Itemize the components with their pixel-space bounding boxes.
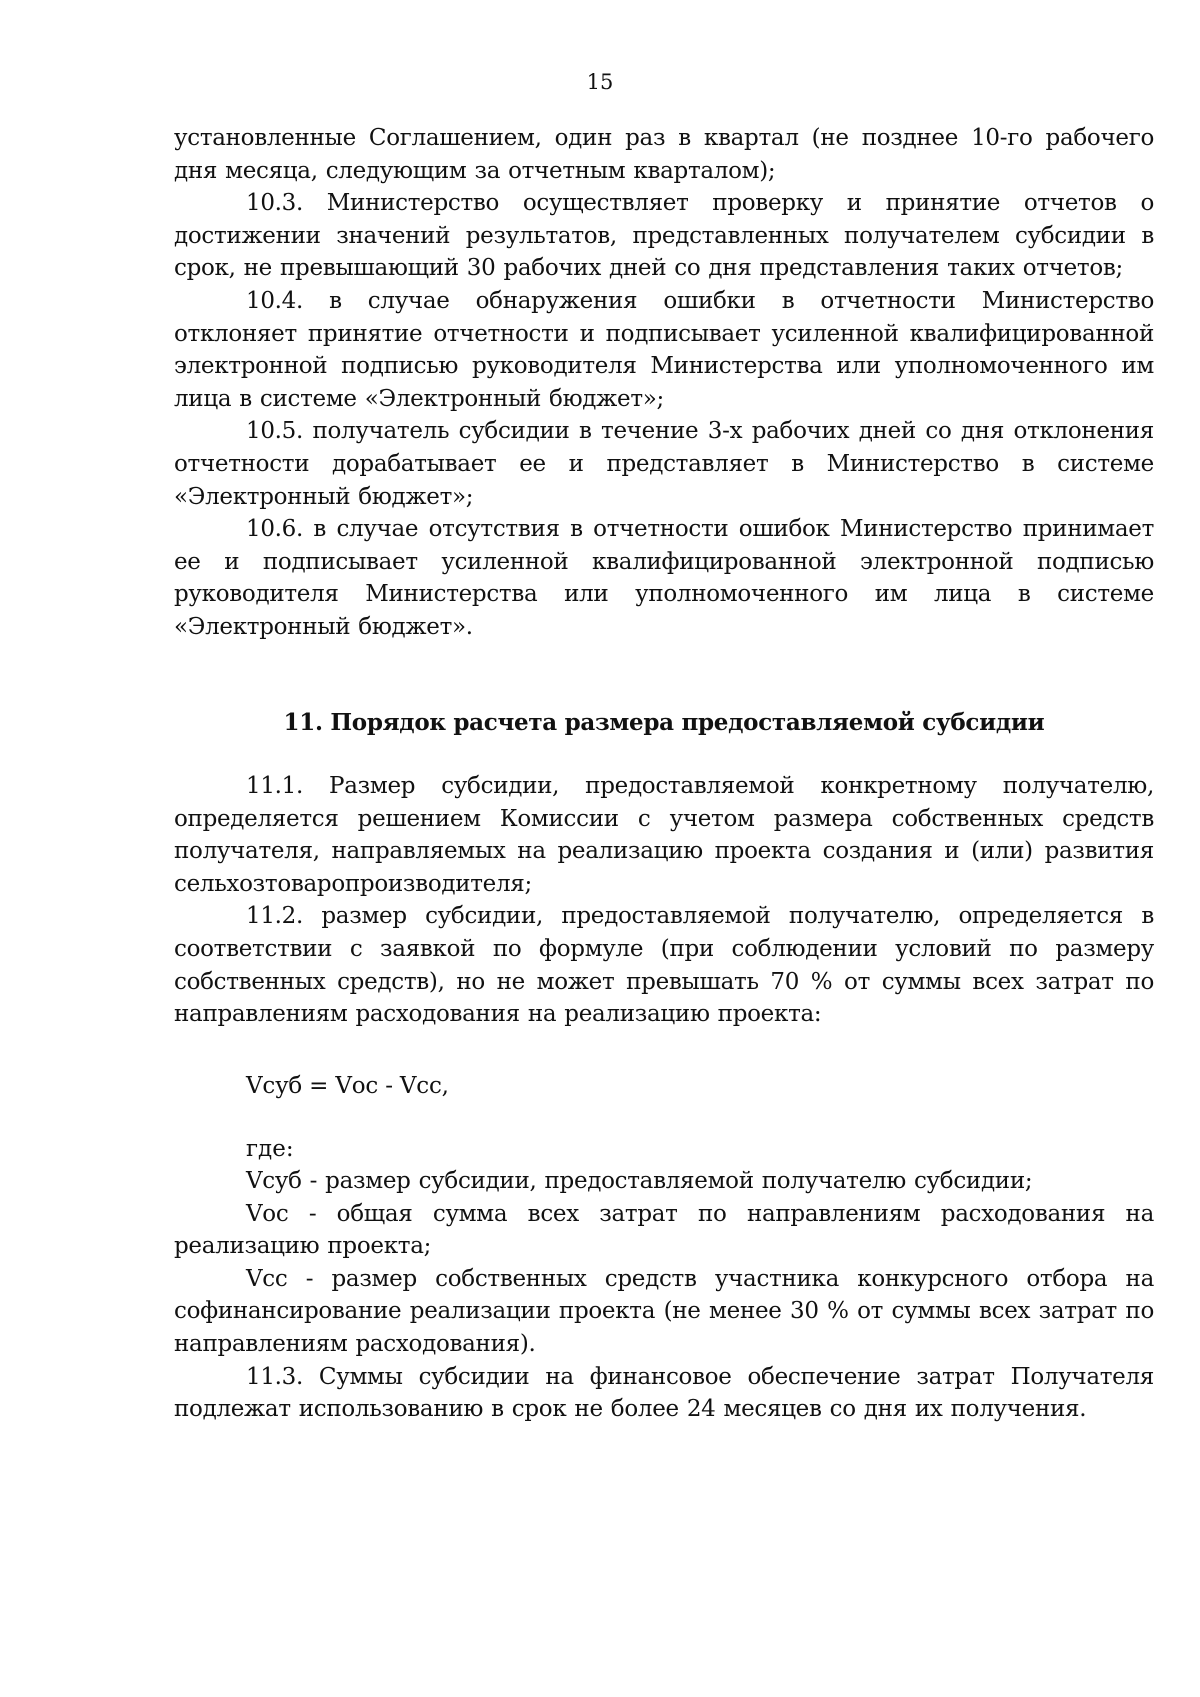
definition-vos: Vос - общая сумма всех затрат по направлениям расходования на реализацию проекта;: [174, 1200, 1154, 1260]
definition-vsub: Vсуб - размер субсидии, предоставляемой получателю субсидии;: [246, 1168, 1033, 1194]
section-10-continuation: [174, 122, 1154, 644]
page-number: 15: [586, 70, 614, 94]
section-11-body: [174, 770, 1154, 1031]
paragraph-10-3: 10.3. Министерство осуществляет проверку и принятие отчетов о достижении значений результатов, представленных получателем субсидии в срок, не превышающий 30 рабочих дней со дня представления таких отчетов;: [174, 190, 1154, 282]
definition-vss: Vсс - размер собственных средств участника конкурсного отбора на софинансирование реализации проекта (не менее 30 % от суммы всех затрат по направлениям расходования).: [174, 1265, 1154, 1357]
paragraph-10-4: 10.4. в случае обнаружения ошибки в отчетности Министерство отклоняет принятие отчетности и подписывает усиленной квалифицированной электронной подписью руководителя Министерства или уполномоченного им лица в системе «Электронный бюджет»;: [174, 287, 1154, 412]
paragraph-11-3: 11.3. Суммы субсидии на финансовое обеспечение затрат Получателя подлежат использованию в срок не более 24 месяцев со дня их получения.: [174, 1363, 1154, 1423]
subsidy-formula: Vсуб = Vос - Vсс,: [246, 1073, 449, 1099]
paragraph-10-2-end: установленные Соглашением, один раз в квартал (не позднее 10-го рабочего дня месяца, следующим за отчетным кварталом);: [174, 125, 1154, 184]
where-label: где:: [246, 1136, 294, 1162]
section-11-heading: 11. Порядок расчета размера предоставляемой субсидии: [283, 709, 1045, 736]
paragraph-10-6: 10.6. в случае отсутствия в отчетности ошибок Министерство принимает ее и подписывает усиленной квалифицированной электронной подписью руководителя Министерства или уполномоченного им лица в системе «Электронный бюджет».: [174, 516, 1154, 640]
paragraph-11-1: 11.1. Размер субсидии, предоставляемой конкретному получателю, определяется решением Комиссии с учетом размера собственных средств получателя, направляемых на реализацию проекта создания и (или) развития сельхозтоваропроизводителя;: [174, 773, 1154, 897]
paragraph-11-2: 11.2. размер субсидии, предоставляемой получателю, определяется в соответствии с заявкой по формуле (при соблюдении условий по размеру собственных средств), но не может превышать 70 % от суммы всех затрат по направлениям расходования на реализацию проекта:: [174, 903, 1154, 1028]
formula-definitions: [174, 1165, 1154, 1426]
paragraph-10-5: 10.5. получатель субсидии в течение 3-х рабочих дней со дня отклонения отчетности дорабатывает ее и представляет в Министерство в системе «Электронный бюджет»;: [174, 418, 1154, 510]
